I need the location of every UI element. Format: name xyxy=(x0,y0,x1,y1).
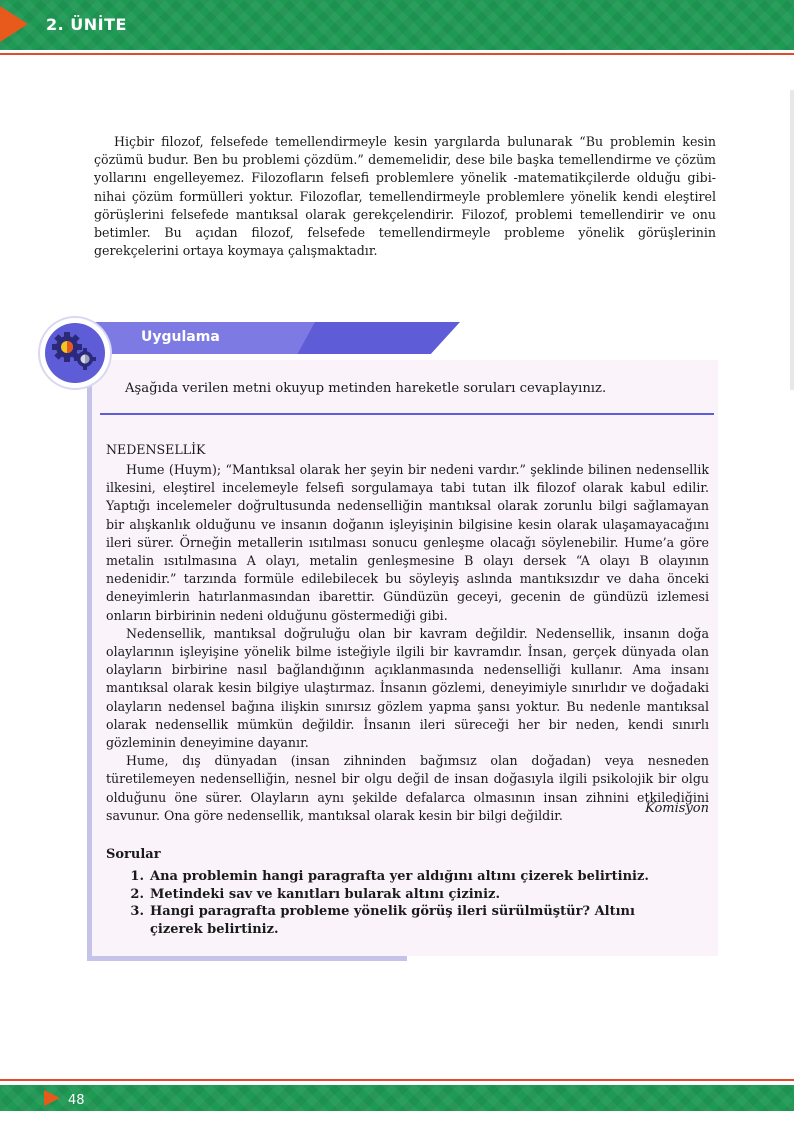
footer-bar xyxy=(0,1085,794,1111)
intro-paragraph: Hiçbir filozof, felsefede temellendirmeyle kesin yargılarda bulunarak “Bu problemin kesin çözümü budur. Ben bu problemi çözdüm.” dememelidir, dese bile başka temellendirme ve çözüm yollarını engelleyemez. Filozofların felsefi problemlere yönelik -matematikçilerde olduğu gibi- nihai çözüm formülleri yoktur. Filozoflar, temellendirmeyle problemlere yönelik kendi eleştirel görüşlerini felsefede mantıksal olarak gerekçelendirir. Filozof, problemi temellendirir ve onu betimler. Bu açıdan filozof, felsefede temellendirmeyle probleme yönelik görüşlerinin gerekçelerini ortaya koymaya çalışmaktadır. xyxy=(94,134,716,259)
activity-instruction: Aşağıda verilen metni okuyup metinden hareketle soruları cevaplayınız. xyxy=(125,381,607,396)
header-divider xyxy=(0,53,794,55)
question-item xyxy=(106,886,666,904)
question-number: 3. xyxy=(130,904,144,919)
question-item xyxy=(106,903,666,938)
header-arrow-icon xyxy=(0,6,28,42)
footer-arrow-icon xyxy=(44,1090,60,1106)
questions-list xyxy=(106,868,666,938)
reading-text xyxy=(106,461,709,825)
question-text: Hangi paragrafta probleme yönelik görüş ileri sürülmüştür? Altını çizerek belirtiniz. xyxy=(150,904,635,937)
question-text: Ana problemin hangi paragrafta yer aldığını altını çizerek belirtiniz. xyxy=(150,869,649,884)
question-number: 1. xyxy=(130,869,144,884)
reading-paragraph: Nedensellik, mantıksal doğruluğu olan bir kavram değildir. Nedensellik, insanın doğa olaylarının işleyişine yönelik bilme isteğiyle ilgili bir kavramdır. İnsan, gerçek dünyada olan olayların birbirine nasıl bağlandığının açıklanmasında nedenselliği kullanır. Ama insanı mantıksal olarak kesin bilgiye ulaştırmaz. İnsanın gözlemi, deneyimiyle sınırlıdır ve doğadaki olayların nedensel bağına ilişkin sınırsız gözlem yapma şansı yoktur. Bu nedenle mantıksal olarak nedensellik mümkün değildir. İnsanın ileri süreceği her bir neden, kendi sınırlı gözleminin deneyimine dayanır. xyxy=(106,625,709,751)
question-item xyxy=(106,868,666,886)
reading-paragraph: Hume, dış dünyadan (insan zihninden bağımsız olan doğadan) veya nesneden türetilemeyen nedenselliğin, nesnel bir olgu değil de insan doğasıyla ilgili psikolojik bir olgu olduğunu öne sürer. Olayların aynı şekilde defalarca olmasının insan zihnini etkilediğini savunur. Ona göre nedensellik, mantıksal olarak kesin bir bilgi değildir. xyxy=(106,753,709,823)
questions-title: Sorular xyxy=(106,847,161,862)
activity-label: Uygulama xyxy=(141,329,220,345)
reading-paragraph: Hume (Huym); “Mantıksal olarak her şeyin bir nedeni vardır.” şeklinde bilinen nedensellik ilkesini, eleştirel incelemeyle felsefi sorgulamaya tabi tutan ilk filozof olarak kabul edilir. Yaptığı incelemeler doğrultusunda nedenselliğin mantıksal olarak zorunlu bilgi sağlamayan bir alışkanlık olduğunu ve insanın doğanın işleyişinin bilgisine kesin olarak ulaşamayacağını ileri sürer. Örneğin metallerin ısıtılması sonucu genleşme olacağı söylenebilir. Hume’a göre metalin ısıtılmasına A olayı, metalin genleşmesine B olayı dersek “A olayı B olayının nedenidir.” tarzında formüle edilebilecek bu söyleyiş aslında mantıksızdır ve daha önceki deneyimlerin hatırlanmasından ibarettir. Gündüzün geceyi, gecenin de gündüzü izlemesi onların birbirinin nedeni olduğunu göstermediği gibi. xyxy=(106,462,709,623)
text-title: NEDENSELLİK xyxy=(106,442,206,457)
instruction-divider xyxy=(100,413,714,415)
page-edge xyxy=(790,90,794,390)
source-credit: Komisyon xyxy=(645,801,709,816)
gears-icon xyxy=(45,323,105,383)
footer-divider xyxy=(0,1079,794,1081)
question-text: Metindeki sav ve kanıtları bularak altını çiziniz. xyxy=(150,886,500,902)
unit-title: 2. ÜNİTE xyxy=(46,15,127,34)
question-number: 2. xyxy=(130,886,144,902)
page-number: 48 xyxy=(68,1093,85,1108)
